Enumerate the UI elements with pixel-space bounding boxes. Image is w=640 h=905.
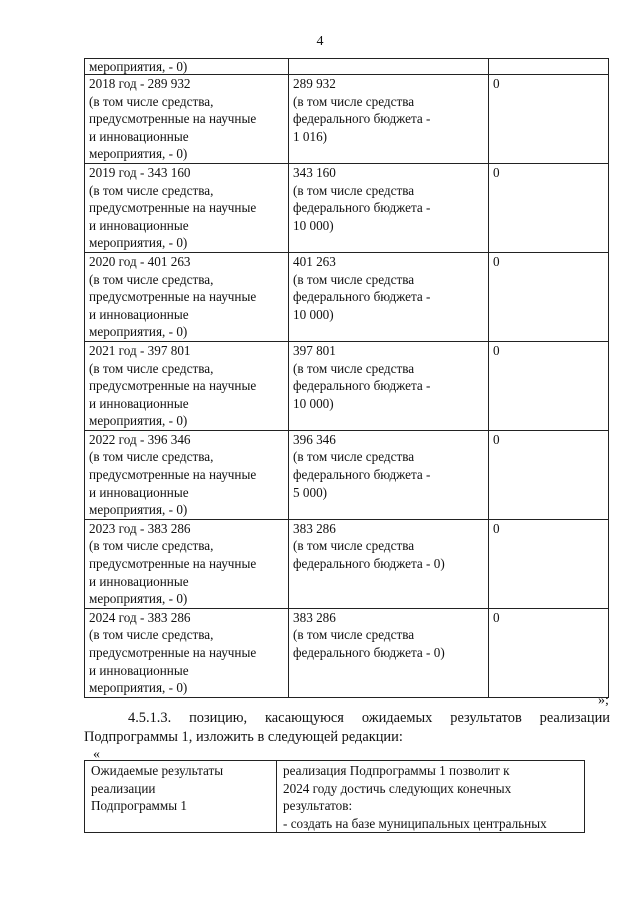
cell-text: (в том числе средства [293, 449, 415, 465]
cell-text: (в том числе средства, [89, 182, 214, 198]
cell-text: и инновационные [89, 217, 189, 233]
table-cell-other: 0 [489, 519, 609, 608]
cell-text: 2019 год - 343 160 [89, 164, 191, 180]
table-cell-other: 0 [489, 430, 609, 519]
table-cell-total [85, 341, 289, 430]
cell-text: мероприятия, - 0) [89, 680, 188, 696]
cell-text: федерального бюджета - 0) [293, 645, 445, 660]
table-cell-continuation [85, 59, 289, 75]
cell-text: мероприятия, - 0) [89, 502, 188, 518]
table-cell-budget [289, 430, 489, 519]
table-row [85, 252, 609, 341]
expected-results-label-cell [85, 761, 277, 833]
cell-text: предусмотренные на научные [89, 111, 257, 127]
cell-text: результатов: [283, 798, 353, 814]
cell-text: федерального бюджета - [293, 111, 431, 127]
table-cell-other: 0 [489, 341, 609, 430]
cell-text: и инновационные [89, 662, 189, 678]
cell-text: мероприятия, - 0) [89, 59, 188, 74]
cell-text: 10 000) [293, 306, 334, 322]
cell-text: (в том числе средства [293, 93, 415, 109]
expected-results-table [84, 760, 585, 833]
cell-text: 2024 году достичь следующих конечных [283, 780, 512, 796]
cell-text: 2023 год - 383 286 [89, 520, 191, 536]
cell-text: федерального бюджета - [293, 378, 431, 394]
cell-text: реализации [91, 780, 156, 796]
cell-text: предусмотренные на научные [89, 200, 257, 216]
cell-text: федерального бюджета - 0) [293, 556, 445, 572]
table-row [85, 761, 585, 833]
cell-text: и инновационные [89, 306, 189, 322]
page-number: 4 [316, 34, 324, 49]
cell-text: 2021 год - 397 801 [89, 342, 191, 358]
table-cell-total [85, 75, 289, 164]
cell-text: 401 263 [293, 253, 336, 269]
cell-text: 396 346 [293, 431, 336, 447]
cell-text: Ожидаемые результаты [91, 763, 224, 778]
table-cell-budget [289, 163, 489, 252]
table-cell-budget [289, 75, 489, 164]
table-cell-budget [289, 519, 489, 608]
cell-text: 383 286 [293, 609, 336, 625]
table-cell-empty [489, 59, 609, 75]
cell-text: федерального бюджета - [293, 200, 431, 216]
cell-text: мероприятия, - 0) [89, 591, 188, 607]
cell-text: федерального бюджета - [293, 289, 431, 305]
cell-text: (в том числе средства [293, 538, 415, 554]
cell-text: 397 801 [293, 342, 336, 358]
cell-text: предусмотренные на научные [89, 289, 257, 305]
cell-text: и инновационные [89, 484, 189, 500]
cell-text: мероприятия, - 0) [89, 413, 188, 429]
table-row [85, 341, 609, 430]
table-cell-total [85, 519, 289, 608]
cell-text: федерального бюджета - [293, 467, 431, 483]
opening-quote-mark: « [93, 747, 100, 762]
table-cell-other: 0 [489, 252, 609, 341]
cell-text: 383 286 [293, 520, 336, 536]
cell-text: предусмотренные на научные [89, 378, 257, 394]
cell-text: мероприятия, - 0) [89, 324, 188, 340]
cell-text: предусмотренные на научные [89, 467, 257, 483]
table-cell-budget [289, 252, 489, 341]
cell-text: (в том числе средства, [89, 271, 214, 287]
cell-text: предусмотренные на научные [89, 556, 257, 572]
table-row [85, 59, 609, 75]
cell-text: 2022 год - 396 346 [89, 431, 191, 447]
cell-text: (в том числе средства [293, 627, 415, 643]
closing-quote-mark: »; [598, 693, 609, 708]
cell-text: мероприятия, - 0) [89, 146, 188, 162]
table-cell-total [85, 252, 289, 341]
table-cell-budget [289, 608, 489, 697]
table-cell-total [85, 163, 289, 252]
table-cell-total [85, 430, 289, 519]
cell-text: (в том числе средства, [89, 93, 214, 109]
table-cell-total [85, 608, 289, 697]
table-cell-other: 0 [489, 163, 609, 252]
funding-table [84, 58, 609, 698]
cell-text: и инновационные [89, 573, 189, 589]
cell-text: и инновационные [89, 128, 189, 144]
cell-text: (в том числе средства, [89, 449, 214, 465]
expected-results-text-cell [277, 761, 585, 833]
cell-text: 2020 год - 401 263 [89, 253, 191, 269]
table-row [85, 519, 609, 608]
table-row [85, 75, 609, 164]
table-row [85, 608, 609, 697]
cell-text: 1 016) [293, 128, 328, 144]
table-row [85, 163, 609, 252]
cell-text: 2018 год - 289 932 [89, 76, 191, 91]
cell-text: мероприятия, - 0) [89, 235, 188, 251]
cell-text: (в том числе средства [293, 182, 415, 198]
cell-text: 10 000) [293, 395, 334, 411]
cell-text: 289 932 [293, 76, 336, 91]
cell-text: - создать на базе муниципальных центральных [283, 815, 547, 831]
cell-text: Подпрограммы 1 [91, 798, 187, 814]
amendment-paragraph [84, 709, 610, 747]
table-cell-empty [289, 59, 489, 75]
cell-text: (в том числе средства [293, 271, 415, 287]
paragraph-line: Подпрограммы 1, изложить в следующей редакции: [84, 729, 403, 745]
cell-text: (в том числе средства, [89, 627, 214, 643]
cell-text: 2024 год - 383 286 [89, 609, 191, 625]
cell-text: 5 000) [293, 484, 328, 500]
table-row [85, 430, 609, 519]
cell-text: предусмотренные на научные [89, 645, 257, 660]
table-cell-budget [289, 341, 489, 430]
table-cell-other: 0 [489, 75, 609, 164]
paragraph-line: 4.5.1.3. позицию, касающуюся ожидаемых результатов реализации [128, 710, 610, 726]
cell-text: и инновационные [89, 395, 189, 411]
table-cell-other: 0 [489, 608, 609, 697]
cell-text: реализация Подпрограммы 1 позволит к [283, 763, 510, 778]
cell-text: 343 160 [293, 164, 336, 180]
cell-text: 10 000) [293, 217, 334, 233]
cell-text: (в том числе средства, [89, 360, 214, 376]
cell-text: (в том числе средства [293, 360, 415, 376]
cell-text: (в том числе средства, [89, 538, 214, 554]
